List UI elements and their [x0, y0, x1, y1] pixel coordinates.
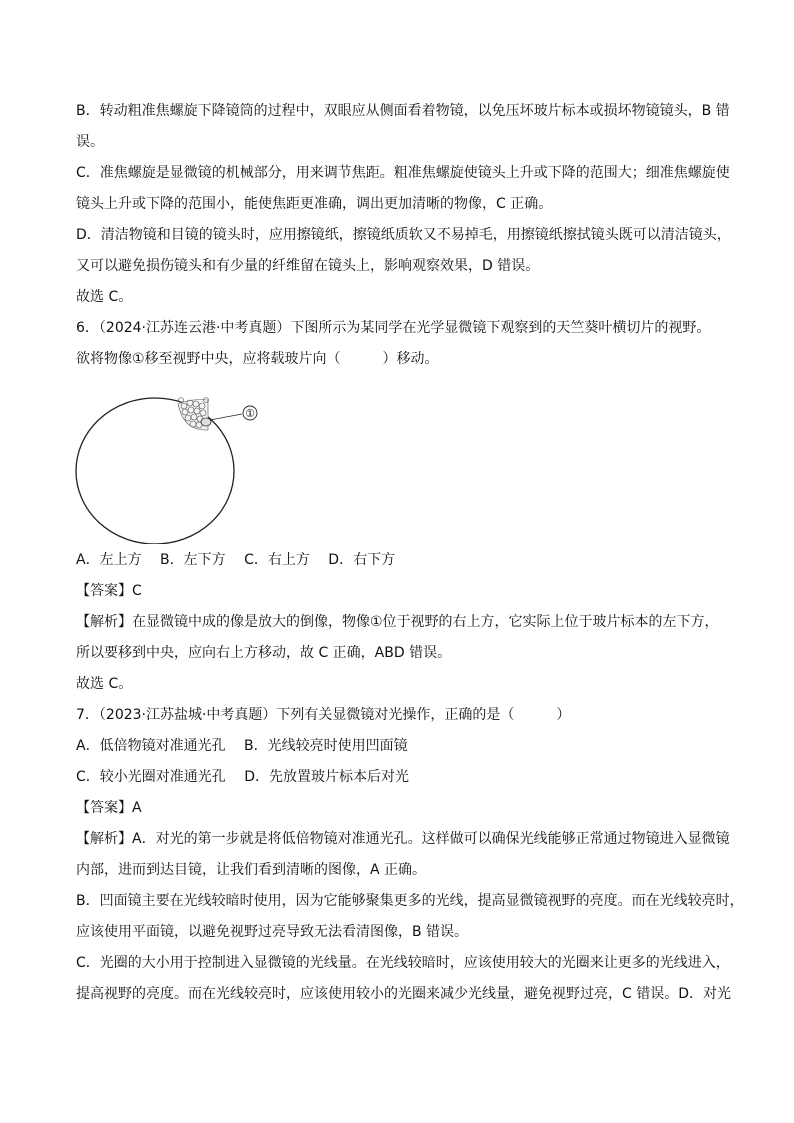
text-line: 故选 C。: [76, 289, 133, 305]
analysis-6: 所以要移到中央，应向右上方移动，故 C 正确，ABD 错误。: [76, 645, 452, 661]
analysis-7: 【解析】A．对光的第一步就是将低倍物镜对准通光孔。这样做可以确保光线能够正常通过物镜进入显微镜: [76, 831, 730, 847]
text-line: D．清洁物镜和目镜的镜头时，应用擦镜纸，擦镜纸质软又不易掉毛，用擦镜纸擦拭镜头既可以清洁镜头，: [76, 227, 731, 243]
question-7-options: A．低倍物镜对准通光孔 B．光线较亮时使用凹面镜: [76, 738, 408, 754]
answer-6: 【答案】C: [76, 583, 142, 599]
analysis-6: 【解析】在显微镜中成的像是放大的倒像，物像①位于视野的右上方，它实际上位于玻片标本的左下方，: [76, 614, 719, 630]
microscope-field-figure: [70, 384, 270, 544]
question-6-stem: 6．（2024·江苏连云港·中考真题）下图所示为某同学在光学显微镜下观察到的天竺葵叶横切片的视野。: [76, 320, 711, 336]
analysis-7: 应该使用平面镜，以避免视野过亮导致无法看清图像，B 错误。: [76, 924, 469, 940]
question-7-options: C．较小光圈对准通光孔 D．先放置玻片标本后对光: [76, 769, 410, 785]
analysis-7: C．光圈的大小用于控制进入显微镜的光线量。在光线较暗时，应该使用较大的光圈来让更多的光线进入，: [76, 955, 730, 971]
text-line: 误。: [76, 134, 104, 150]
object-1-label: ①: [245, 407, 255, 420]
analysis-7: 内部，进而到达目镜，让我们看到清晰的图像，A 正确。: [76, 862, 427, 878]
text-line: C．准焦螺旋是显微镜的机械部分，用来调节焦距。粗准焦螺旋使镜头上升或下降的范围大；细准焦螺旋使: [76, 165, 730, 181]
analysis-7: 提高视野的亮度。而在光线较亮时，应该使用较小的光圈来减少光线量，避免视野过亮，C 错误。D．对光: [76, 986, 732, 1002]
text-line: 镜头上升或下降的范围小，能使焦距更准确，调出更加清晰的物像，C 正确。: [76, 196, 553, 212]
answer-7: 【答案】A: [76, 800, 142, 816]
object-1-mark: [201, 418, 211, 426]
text-line: 又可以避免损伤镜头和有少量的纤维留在镜头上，影响观察效果，D 错误。: [76, 258, 540, 274]
question-7-stem: 7．（2023·江苏盐城·中考真题）下列有关显微镜对光操作，正确的是（ ）: [76, 707, 571, 723]
question-6-options: A．左上方 B．左下方 C．右上方 D．右下方: [76, 552, 396, 568]
label-pointer-line: [210, 414, 242, 420]
analysis-7: B．凹面镜主要在光线较暗时使用，因为它能够聚集更多的光线，提高显微镜视野的亮度。而在光线较亮时，: [76, 893, 744, 909]
text-line: B．转动粗准焦螺旋下降镜筒的过程中，双眼应从侧面看着物镜，以免压坏玻片标本或损坏物镜镜头，B 错: [76, 103, 730, 119]
question-6-stem: 欲将物像①移至视野中央，应将载玻片向（ ）移动。: [76, 351, 439, 367]
text-line: 故选 C。: [76, 676, 133, 692]
